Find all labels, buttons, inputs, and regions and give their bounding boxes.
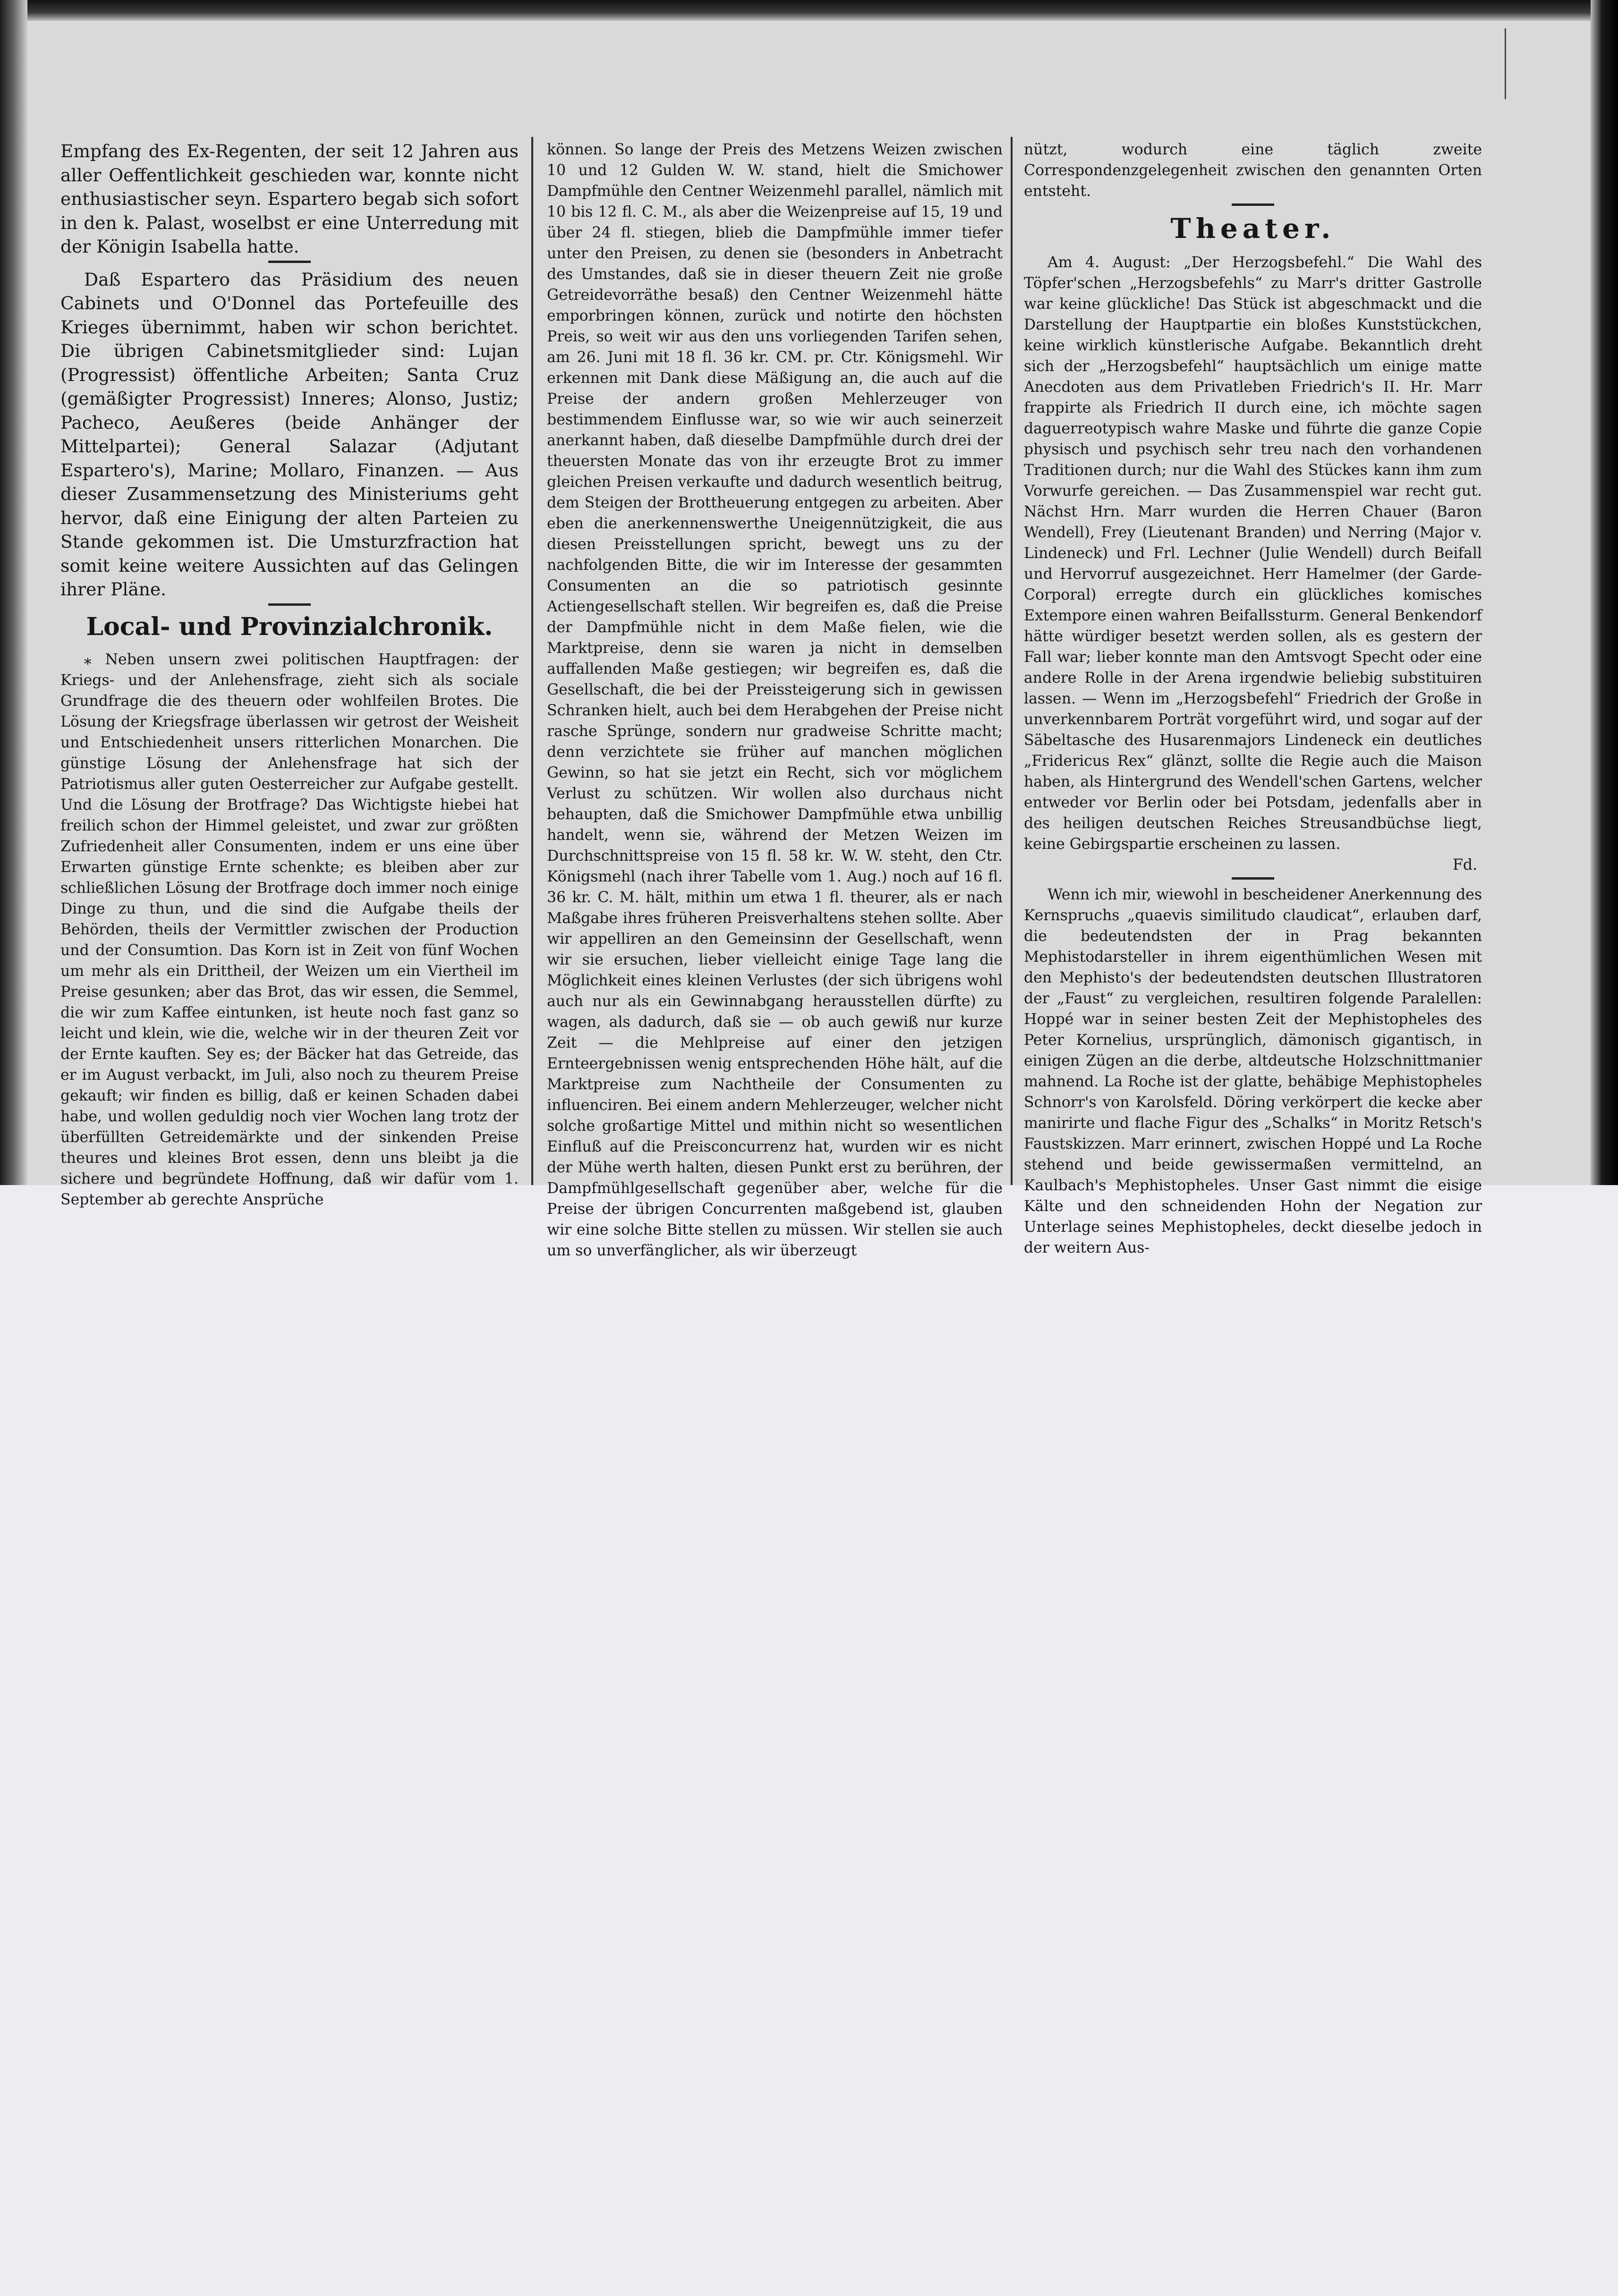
theater-heading: Theater.: [1170, 212, 1336, 245]
column-3: [1024, 139, 1482, 1256]
scan-top-edge: [0, 0, 1618, 21]
politics-paragraph-2: Daß Espartero das Präsidium des neuen Cabinets und O'Donnel das Portefeuille des Krieges übernimmt, haben wir schon berichtet. Die übrigen Cabinetsmitglieder sind: Lujan (Progressist) öffentliche Arbeiten; Santa Cruz (gemäßigter Progressist) Inneres; Alonso, Justiz; Pacheco, Aeußeres (beide Anhänger der Mittelpartei); General Salazar (Adjutant Espartero's), Marine; Mollaro, Finanzen. — Aus dieser Zusammensetzung des Ministeriums geht hervor, daß eine Einigung der alten Parteien zu Stande gekommen ist. Die Umsturzfraction hat somit keine weitere Aussichten auf das Gelingen ihrer Pläne.: [60, 269, 519, 600]
bread-article-continuation: können. So lange der Preis des Metzens Weizen zwischen 10 und 12 Gulden W. W. stand, hielt die Smichower Dampfmühle den Centner Weizenmehl parallel, nämlich mit 10 bis 12 fl. C. M., als aber die Weizenpreise auf 15, 19 und über 24 fl. stiegen, blieb die Dampfmühle immer tiefer unter den Preisen, zu denen sie (besonders in Anbetracht des Umstandes, daß sie in dieser theuern Zeit nie große Getreidevorräthe besaß) den Centner Weizenmehl hätte emporbringen können, zurück und notirte den höchsten Preis, so weit wir aus den uns vorliegenden Tarifen sehen, am 26. Juni mit 18 fl. 36 kr. CM. pr. Ctr. Königsmehl. Wir erkennen mit Dank diese Mäßigung an, die auch auf die Preise der andern großen Mehlerzeuger von bestimmendem Einflusse war, so wie wir auch seinerzeit anerkannt haben, daß dieselbe Dampfmühle durch drei der theuersten Monate das von ihr erzeugte Brot zu immer gleichen Preisen verkaufte und dadurch wesentlich beitrug, dem Steigen der Brottheuerung entgegen zu arbeiten. Aber eben die anerkennenswerthe Uneigennützigkeit, die aus diesen Preisstellungen spricht, bewegt uns zu der nachfolgenden Bitte, die wir im Interesse der gesammten Consumenten an die so patriotisch gesinnte Actiengesellschaft stellen. Wir begreifen es, daß die Preise der Dampfmühle nicht in dem Maße fielen, wie die Marktpreise, denn sie waren ja nicht in demselben auffallenden Maße gestiegen; wir begreifen es, daß die Gesellschaft, die bei der Preissteigerung sich in gewissen Schranken hielt, auch bei dem Herabgehen der Preise nicht rasche Sprünge, sondern nur gradweise Schritte macht; denn verzichtete sie früher auf manchen möglichen Gewinn, so hat sie jetzt ein Recht, sich vor möglichem Verlust zu schützen. Wir wollen also durchaus nicht behaupten, daß die Smichower Dampfmühle etwa unbillig handelt, wenn sie, während der Metzen Weizen im Durchschnittspreise von 15 fl. 58 kr. W. W. steht, den Ctr. Königsmehl (nach ihrer Tabelle vom 1. Aug.) noch auf 16 fl. 36 kr. C. M. hält, mithin um etwa 1 fl. theurer, als er nach Maßgabe ihres früheren Preisverhaltens stehen sollte. Aber wir appelliren an den Gemeinsinn der Gesellschaft, wenn wir sie ersuchen, lieber vielleicht einige Tage lang die Möglichkeit eines kleinen Verlustes (der sich übrigens wohl auch nur als ein Gewinnabgang herausstellen dürfte) zu wagen, als dadurch, daß sie — ob auch gewiß nur kurze Zeit — die Mehlpreise auf einer den jetzigen Ernteergebnissen wenig entsprechenden Höhe hält, auf die Marktpreise zum Nachtheile der Consumenten zu influenciren. Bei einem andern Mehlerzeuger, welcher nicht solche großartige Mittel und mithin nicht so wesentlichen Einfluß auf die Preisconcurrenz hat, wurden wir es nicht der Mühe werth halten, diesen Punkt erst zu berühren, der Dampfmühlgesellschaft gegenüber aber, welche für die Preise der übrigen Concurrenten maßgebend ist, glauben wir eine solche Bitte stellen zu müssen. Wir stellen sie auch um so unverfänglicher, als wir überzeugt: [547, 141, 1003, 1259]
review-signature: Fd.: [1452, 856, 1477, 873]
scan-right-edge: [1591, 0, 1618, 1185]
local-chronicle-heading: Local- und Provinzialchronik.: [86, 612, 493, 641]
scan-left-edge: [0, 0, 27, 1185]
column-divider: [1011, 137, 1013, 1185]
column-divider: [531, 137, 533, 1185]
page-fold-mark: [1505, 28, 1506, 99]
column-2: [547, 139, 1003, 1259]
section-rule: [1232, 877, 1274, 880]
column-1: [60, 139, 519, 1208]
correspondence-note: nützt, wodurch eine täglich zweite Correspondenzgelegenheit zwischen den genannten Orten entsteht.: [1024, 141, 1482, 200]
politics-paragraph-1: Empfang des Ex-Regenten, der seit 12 Jahren aus aller Oeffentlichkeit geschieden war, konnte nicht enthusiastischer seyn. Espartero begab sich sofort in den k. Palast, woselbst er eine Unterredung mit der Königin Isabella hatte.: [60, 141, 519, 257]
theater-review-paragraph: Am 4. August: „Der Herzogsbefehl.“ Die Wahl des Töpfer'schen „Herzogsbefehls“ zu Marr's dritter Gastrolle war keine glückliche! Das Stück ist abgeschmackt und die Darstellung der Hauptpartie ein bloßes Kunststückchen, keine wirklich künstlerische Aufgabe. Bekanntlich dreht sich der „Herzogsbefehl“ hauptsächlich um einige matte Anecdoten aus dem Privatleben Friedrich's II. Hr. Marr frappirte als Friedrich II durch eine, ich möchte sagen daguerreotypisch wahre Maske und führte die ganze Copie physisch und psychisch sehr treu nach den vorhandenen Traditionen durch; nur die Wahl des Stückes kann ihm zum Vorwurfe gereichen. — Das Zusammenspiel war recht gut. Nächst Hrn. Marr wurden die Herren Chauer (Baron Wendell), Frey (Lieutenant Branden) und Nerring (Major v. Lindeneck) und Frl. Lechner (Julie Wendell) durch Beifall und Hervorruf ausgezeichnet. Herr Hamelmer (der Garde-Corporal) erregte durch ein glückliches komisches Extempore einen wahren Beifallssturm. General Benkendorf hätte würdiger besetzt werden sollen, als es gestern der Fall war; lieber konnte man den Amtsvogt Specht oder eine andere Rolle in der Arena irgendwie beliebig substituiren lassen. — Wenn im „Herzogsbefehl“ Friedrich der Große in unverkennbarem Porträt vorgeführt wird, und sogar auf der Säbeltasche des Husarenmajors Lindeneck ein deutliches „Fridericus Rex“ glänzt, sollte die Regie auch die Maison haben, als Hintergrund des Wendell'schen Gartens, welcher entweder vor Berlin oder bei Potsdam, jedenfalls aber in des heiligen deutschen Reiches Streusandbüchse liegt, keine Gebirgspartie erscheinen zu lassen.: [1024, 254, 1482, 853]
bread-article-paragraph: ⁎ Neben unsern zwei politischen Hauptfragen: der Kriegs- und der Anlehensfrage, zieht sich als sociale Grundfrage die des theuern oder wohlfeilen Brotes. Die Lösung der Kriegsfrage überlassen wir getrost der Weisheit und Entschiedenheit unsers ritterlichen Monarchen. Die günstige Lösung der Anlehensfrage hat sich der Patriotismus aller guten Oesterreicher zur Aufgabe gestellt. Und die Lösung der Brotfrage? Das Wichtigste hiebei hat freilich schon der Himmel geleistet, und zwar zur größten Zufriedenheit aller Consumenten, indem er uns eine über Erwarten günstige Ernte schenkte; es bleiben aber zur schließlichen Lösung der Brotfrage doch immer noch einige Dinge zu thun, und die sind die Aufgabe theils der Behörden, theils der Vermittler zwischen der Production und der Consumtion. Das Korn ist in Zeit von fünf Wochen um mehr als ein Drittheil, der Weizen um ein Viertheil im Preise gesunken; aber das Brot, das wir essen, die Semmel, die wir zum Kaffee eintunken, ist heute noch fast ganz so leicht und klein, wie die, welche wir in der theuren Zeit vor der Ernte kauften. Sey es; der Bäcker hat das Getreide, das er im August verbackt, im Juli, also noch zu theurem Preise gekauft; wir finden es billig, daß er keinen Schaden dabei habe, und wollen geduldig noch vier Wochen lang trotz der überfüllten Getreidemärkte und der sinkenden Preise theures und kleines Brot essen, denn uns bleibt ja die sichere und begründete Hoffnung, daß wir dafür vom 1. September ab gerechte Ansprüche: [60, 651, 519, 1208]
mephisto-paragraph: Wenn ich mir, wiewohl in bescheidener Anerkennung des Kernspruchs „quaevis similitudo claudicat“, erlauben darf, die bedeutendsten der in Prag bekannten Mephistodarsteller in ihrem eigenthümlichen Wesen mit den Mephisto's der bedeutendsten deutschen Illustratoren der „Faust“ zu vergleichen, resultiren folgende Paralellen: Hoppé war in seiner besten Zeit der Mephistopheles des Peter Kornelius, ursprünglich, dämonisch gigantisch, in einigen Zügen an die derbe, altdeutsche Holzschnittmanier mahnend. La Roche ist der glatte, behäbige Mephistopheles Schnorr's von Karolsfeld. Döring verkörpert die kecke aber manirirte und flache Figur des „Schalks“ in Moritz Retsch's Faustskizzen. Marr erinnert, zwischen Hoppé und La Roche stehend und beide gewissermaßen vermittelnd, an Kaulbach's Mephistopheles. Unser Gast nimmt die eisige Kälte und den schneidenden Hohn der Negation zur Unterlage seines Mephistopheles, deckt dieselbe jedoch in der weitern Aus-: [1024, 886, 1482, 1256]
section-rule: [1232, 203, 1274, 206]
section-rule: [268, 261, 311, 263]
section-rule: [268, 603, 311, 606]
